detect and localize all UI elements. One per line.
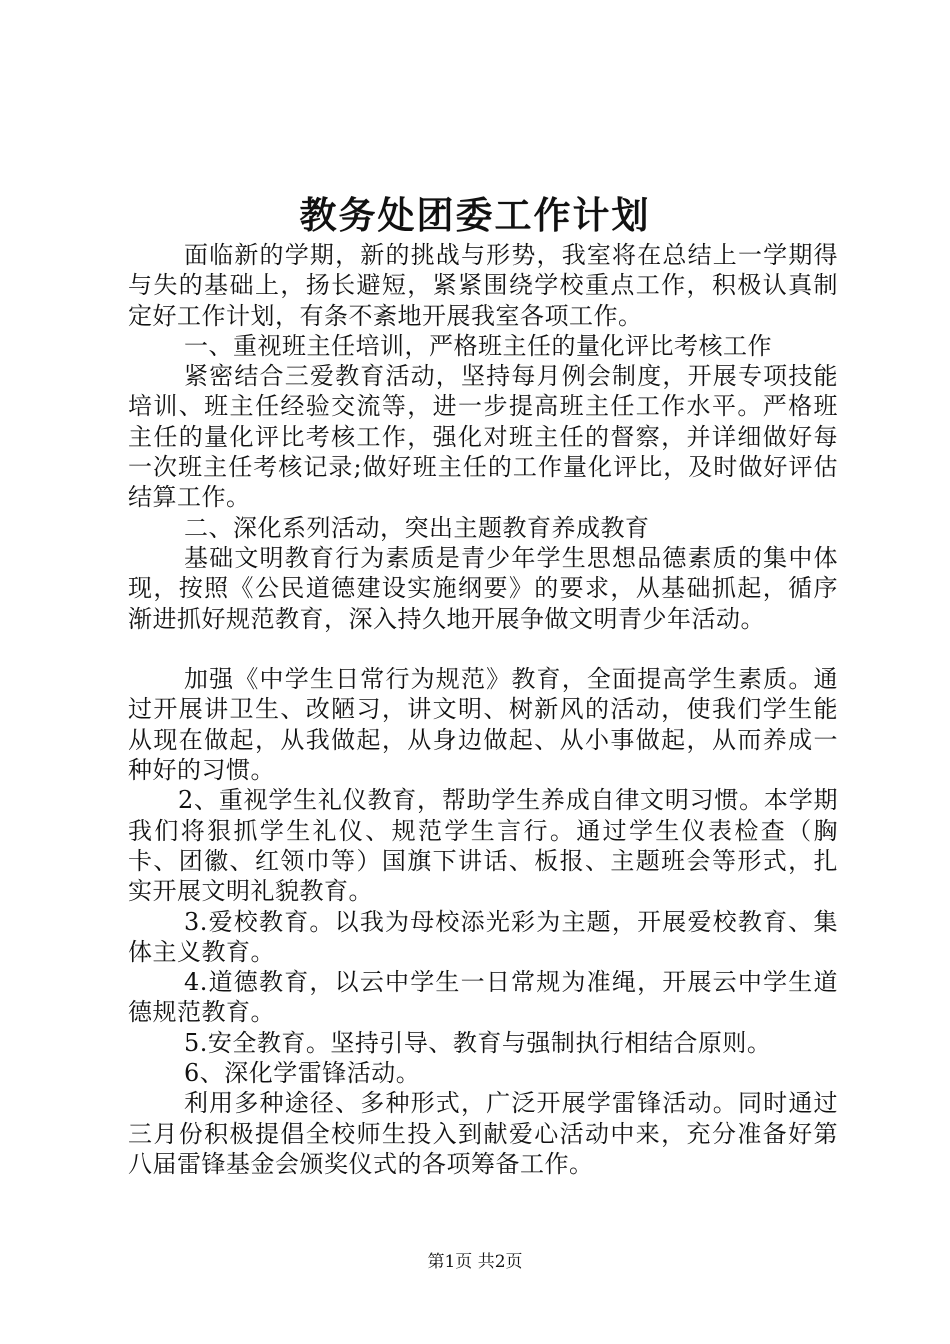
paragraph-item-1: 加强《中学生日常行为规范》教育，全面提高学生素质。通过开展讲卫生、改陋习，讲文明、树新风的活动，使我们学生能从现在做起，从我做起，从身边做起、从小事做起，从而养成一种好的习惯。 — [128, 665, 838, 785]
paragraph-item-2: 2、重视学生礼仪教育，帮助学生养成自律文明习惯。本学期我们将狠抓学生礼仪、规范学生言行。通过学生仪表检查（胸卡、团徽、红领巾等）国旗下讲话、板报、主题班会等形式，扎实开展文明礼貌教育。 — [128, 786, 838, 906]
section-heading-2: 二、深化系列活动，突出主题教育养成教育 — [184, 513, 650, 542]
paragraph-item-6-detail: 利用多种途径、多种形式，广泛开展学雷锋活动。同时通过三月份积极提倡全校师生投入到献爱心活动中来，充分准备好第八届雷锋基金会颁奖仪式的各项筹备工作。 — [128, 1089, 838, 1178]
paragraph-item-5: 5.安全教育。坚持引导、教育与强制执行相结合原则。 — [184, 1028, 772, 1057]
section-heading-1: 一、重视班主任培训，严格班主任的量化评比考核工作 — [184, 331, 772, 360]
blank-line — [128, 634, 838, 664]
paragraph-item-6: 6、深化学雷锋活动。 — [184, 1059, 421, 1088]
page-title: 教务处团委工作计划 — [299, 193, 651, 237]
page-footer: 第1页 共2页 — [427, 1252, 523, 1272]
paragraph-item-3: 3.爱校教育。以我为母校添光彩为主题，开展爱校教育、集体主义教育。 — [128, 907, 838, 966]
paragraph-intro: 面临新的学期，新的挑战与形势，我室将在总结上一学期得与失的基础上，扬长避短，紧紧围绕学校重点工作，积极认真制定好工作计划，有条不紊地开展我室各项工作。 — [128, 241, 838, 330]
paragraph-item-4: 4.道德教育，以云中学生一日常规为准绳，开展云中学生道德规范教育。 — [128, 968, 838, 1027]
paragraph-section-1: 紧密结合三爱教育活动，坚持每月例会制度，开展专项技能培训、班主任经验交流等，进一步提高班主任工作水平。严格班主任的量化评比考核工作，强化对班主任的督察，并详细做好每一次班主任考核记录;做好班主任的工作量化评比，及时做好评估结算工作。 — [128, 362, 838, 512]
paragraph-section-2: 基础文明教育行为素质是青少年学生思想品德素质的集中体现，按照《公民道德建设实施纲要》的要求，从基础抓起，循序渐进抓好规范教育，深入持久地开展争做文明青少年活动。 — [128, 543, 838, 633]
document-body — [128, 240, 838, 1179]
